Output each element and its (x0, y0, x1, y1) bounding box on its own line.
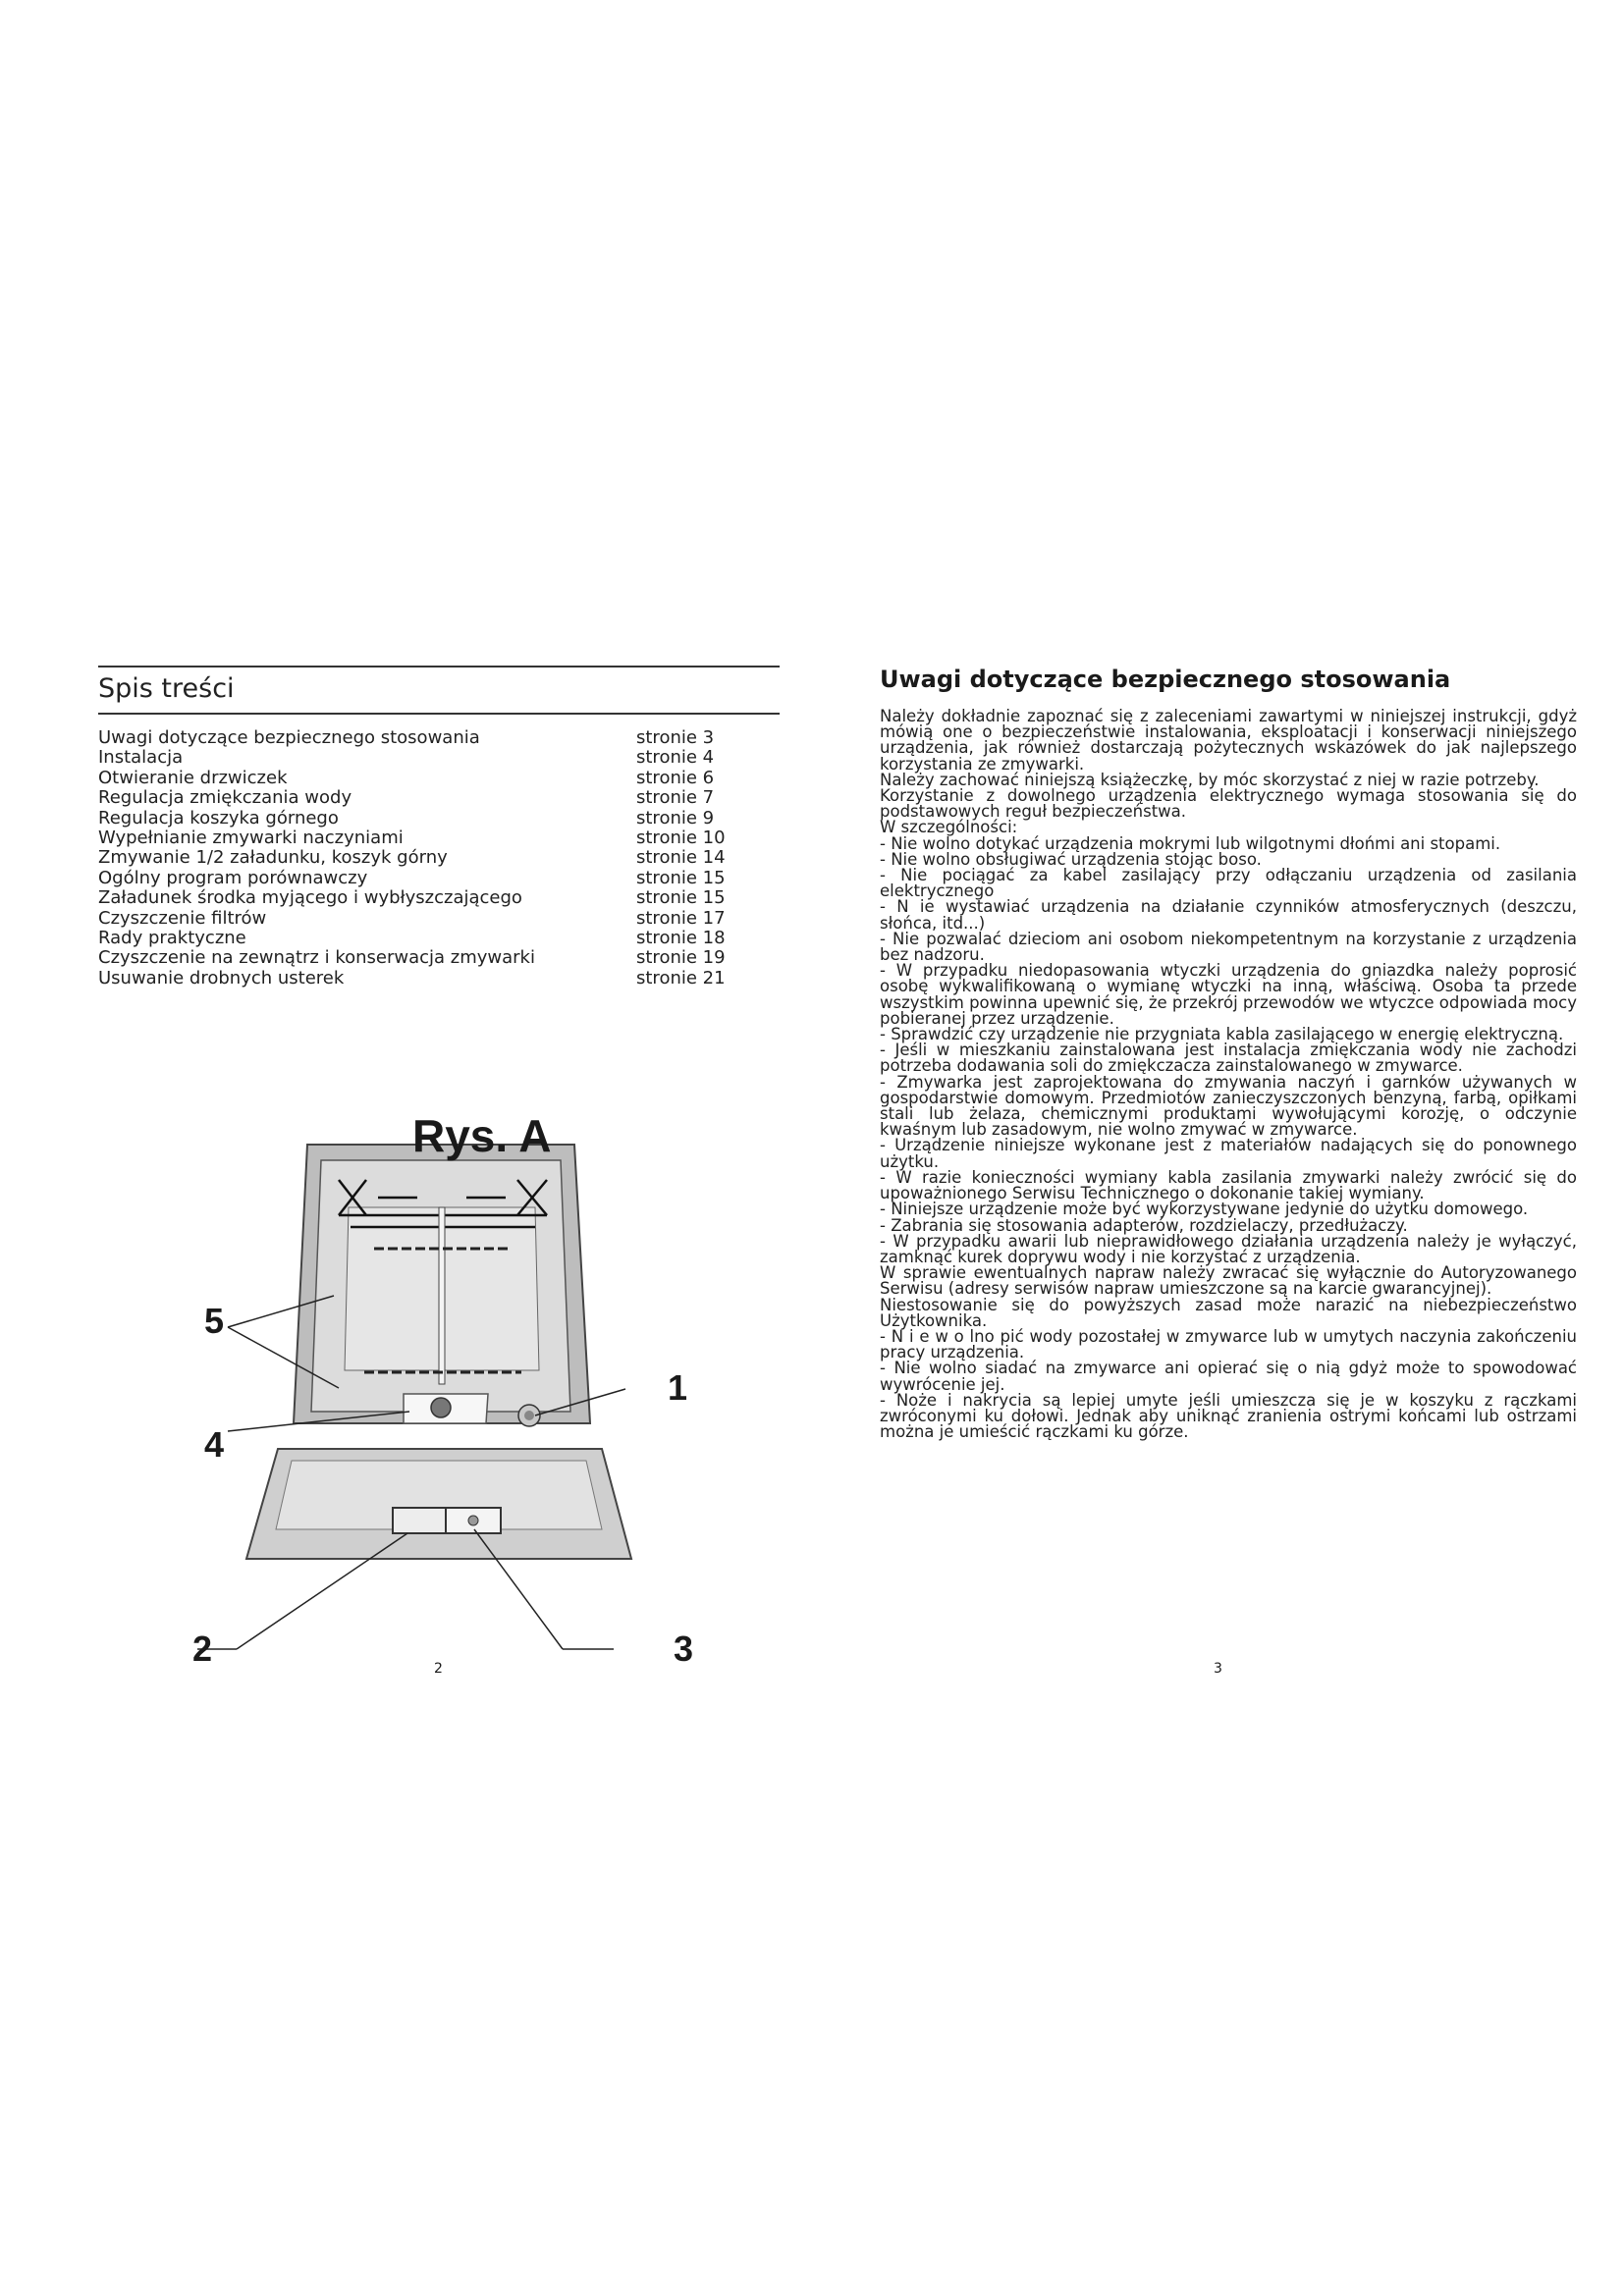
page-number-left: 2 (434, 1661, 443, 1677)
toc-entry (98, 929, 780, 948)
toc-entry-page: stronie 7 (636, 787, 715, 809)
table-of-contents (98, 666, 780, 988)
callout-3: 3 (674, 1629, 694, 1669)
safety-paragraph: Niestosowanie się do powyższych zasad może narazić na niebezpieczeństwo Użytkownika. (880, 1295, 1577, 1330)
toc-entry-label: Rady praktyczne (98, 928, 246, 949)
toc-entry (98, 969, 780, 988)
toc-entry-label: Regulacja zmiękczania wody (98, 787, 352, 809)
safety-paragraph: - Nie wolno obsługiwać urządzenia stojąc boso. (880, 849, 1262, 869)
safety-body (880, 709, 1577, 1440)
toc-entry-label: Otwieranie drzwiczek (98, 767, 288, 788)
salt-cap-center (524, 1411, 534, 1420)
safety-paragraph: W sprawie ewentualnych napraw należy zwracać się wyłącznie do Autoryzowanego Serwisu (adresy serwisów napraw umieszczone są na karcie gwarancyjnej). (880, 1263, 1577, 1299)
toc-entry-label: Wypełnianie zmywarki naczyniami (98, 828, 404, 849)
toc-entry-label: Załadunek środka myjącego i wybłyszczającego (98, 887, 522, 909)
toc-entry (98, 828, 780, 848)
toc-entry-page: stronie 10 (636, 828, 726, 849)
toc-entry-label: Ogólny program porównawczy (98, 867, 368, 888)
safety-paragraph: - N ie wystawiać urządzenia na działanie czynników atmosferycznych (deszczu, słońca, itd...) (880, 897, 1577, 933)
safety-paragraph: Korzystanie z dowolnego urządzenia elektrycznego wymaga stosowania się do podstawowych reguł bezpieczeństwa. (880, 786, 1577, 822)
toc-entry-page: stronie 21 (636, 967, 726, 988)
safety-paragraph: - Noże i nakrycia są lepiej umyte jeśli umieszcza się je w koszyku z rączkami zwróconymi ku dołowi. Jednak aby uniknąć zranienia ostrymi końcami lub ostrzami można je umieścić rączkami ku górze. (880, 1390, 1577, 1442)
toc-entry (98, 869, 780, 888)
filter-cap (431, 1398, 451, 1417)
toc-entry-label: Instalacja (98, 747, 184, 769)
page-number-right: 3 (1214, 1661, 1222, 1677)
toc-entry (98, 748, 780, 768)
toc-entry-page: stronie 15 (636, 887, 726, 909)
callout-5: 5 (204, 1301, 225, 1341)
toc-entry-label: Regulacja koszyka górnego (98, 807, 339, 828)
toc-entry-page: stronie 17 (636, 907, 726, 929)
toc-entry-label: Czyszczenie filtrów (98, 907, 267, 929)
toc-entry-page: stronie 19 (636, 947, 726, 969)
safety-paragraph: - Nie pozwalać dzieciom ani osobom niekompetentnym na korzystanie z urządzenia bez nadzoru. (880, 929, 1577, 965)
toc-entry-page: stronie 9 (636, 807, 715, 828)
detergent-dispenser (393, 1508, 446, 1533)
toc-entry (98, 788, 780, 808)
toc-entry-label: Czyszczenie na zewnątrz i konserwacja zmywarki (98, 947, 535, 969)
spray-column (439, 1207, 445, 1384)
safety-paragraph: - Nie pociągać za kabel zasilający przy odłączaniu urządzenia od zasilania elektrycznego (880, 866, 1577, 901)
toc-entry (98, 909, 780, 929)
safety-paragraph: - Zabrania się stosowania adapterów, rozdzielaczy, przedłużaczy. (880, 1215, 1408, 1235)
safety-paragraph: - Zmywarka jest zaprojektowana do zmywania naczyń i garnków używanych w gospodarstwie domowym. Przedmiotów zanieczyszczonych benzyną, farbą, opiłkami stali lub żelaza, chemicznymi produktami wywołującymi korozję, o odczynie kwaśnym lub zasadowym, nie wolno zmywać w zmywarce. (880, 1072, 1577, 1140)
callout-4: 4 (204, 1424, 225, 1465)
toc-entry-page: stronie 18 (636, 928, 726, 949)
toc-entry (98, 948, 780, 968)
toc-title: Spis treści (98, 673, 235, 704)
callout-1: 1 (668, 1367, 688, 1408)
toc-entry (98, 888, 780, 908)
safety-paragraph: - W przypadku awarii lub nieprawidłowego działania urządzenia należy je wyłączyć, zamknąć kurek doprywu wody i nie korzystać z urządzenia. (880, 1231, 1577, 1266)
callout-2: 2 (192, 1629, 213, 1669)
toc-entry-page: stronie 6 (636, 767, 715, 788)
toc-entry-page: stronie 4 (636, 747, 715, 769)
safety-title: Uwagi dotyczące bezpiecznego stosowania (880, 666, 1451, 693)
toc-entry (98, 809, 780, 828)
safety-paragraph: - Nie wolno dotykać urządzenia mokrymi lub wilgotnymi dłońmi ani stopami. (880, 833, 1501, 853)
toc-entry (98, 728, 780, 748)
safety-paragraph: - Jeśli w mieszkaniu zainstalowana jest instalacja zmiękczania wody nie zachodzi potrzeba dodawania soli do zmiękczacza zainstalowanego w zmywarce. (880, 1041, 1577, 1076)
safety-paragraph: - Nie wolno siadać na zmywarce ani opierać się o nią gdyż może to spowodować wywrócenie jej. (880, 1359, 1577, 1394)
safety-paragraph: W szczególności: (880, 818, 1018, 837)
toc-list (98, 728, 780, 988)
safety-paragraph: - N i e w o lno pić wody pozostałej w zmywarce lub w umytych naczynia zakończeniu pracy urządzenia. (880, 1326, 1577, 1362)
toc-entry-label: Uwagi dotyczące bezpiecznego stosowania (98, 727, 480, 748)
safety-paragraph: - Urządzenie niniejsze wykonane jest z materiałów nadających się do ponownego użytku. (880, 1136, 1577, 1171)
rinse-aid-cap (468, 1516, 478, 1525)
toc-title-rule (98, 713, 780, 715)
toc-entry-label: Zmywanie 1/2 załadunku, koszyk górny (98, 847, 448, 869)
figure-title: Rys. A (412, 1110, 552, 1161)
safety-paragraph: - Sprawdzić czy urządzenie nie przygniata kabla zasilającego w energię elektryczną. (880, 1025, 1564, 1044)
toc-entry (98, 769, 780, 788)
toc-entry-label: Usuwanie drobnych usterek (98, 967, 345, 988)
toc-entry-page: stronie 3 (636, 727, 715, 748)
safety-paragraph: - Niniejsze urządzenie może być wykorzystywane jedynie do użytku domowego. (880, 1200, 1529, 1219)
safety-paragraph: - W przypadku niedopasowania wtyczki urządzenia do gniazdka należy poprosić osobę wykwalifikowaną o wymianę wtyczki na inną, właściwą. Osoba ta przede wszystkim powinna upewnić się, że przekrój przewodów we wtyczce odpowiada mocy pobieranej przez urządzenie. (880, 961, 1577, 1028)
toc-entry-page: stronie 14 (636, 847, 726, 869)
safety-paragraph: - W razie konieczności wymiany kabla zasilania zmywarki należy zwrócić się do upoważnionego Serwisu Technicznego o dokonanie takiej wymiany. (880, 1167, 1577, 1203)
safety-paragraph: Należy dokładnie zapoznać się z zaleceniami zawartymi w niniejszej instrukcji, gdyż mówią one o bezpieczeństwie instalowania, eksploatacji i konserwacji niniejszego urządzenia, jak również dostarczają pożytecznych wskazówek do jak najlepszego korzystania ze zmywarki. (880, 707, 1577, 774)
toc-entry (98, 848, 780, 868)
toc-top-rule (98, 666, 780, 667)
safety-paragraph: Należy zachować niniejszą książeczkę, by móc skorzystać z niej w razie potrzeby. (880, 770, 1540, 789)
toc-entry-page: stronie 15 (636, 867, 726, 888)
